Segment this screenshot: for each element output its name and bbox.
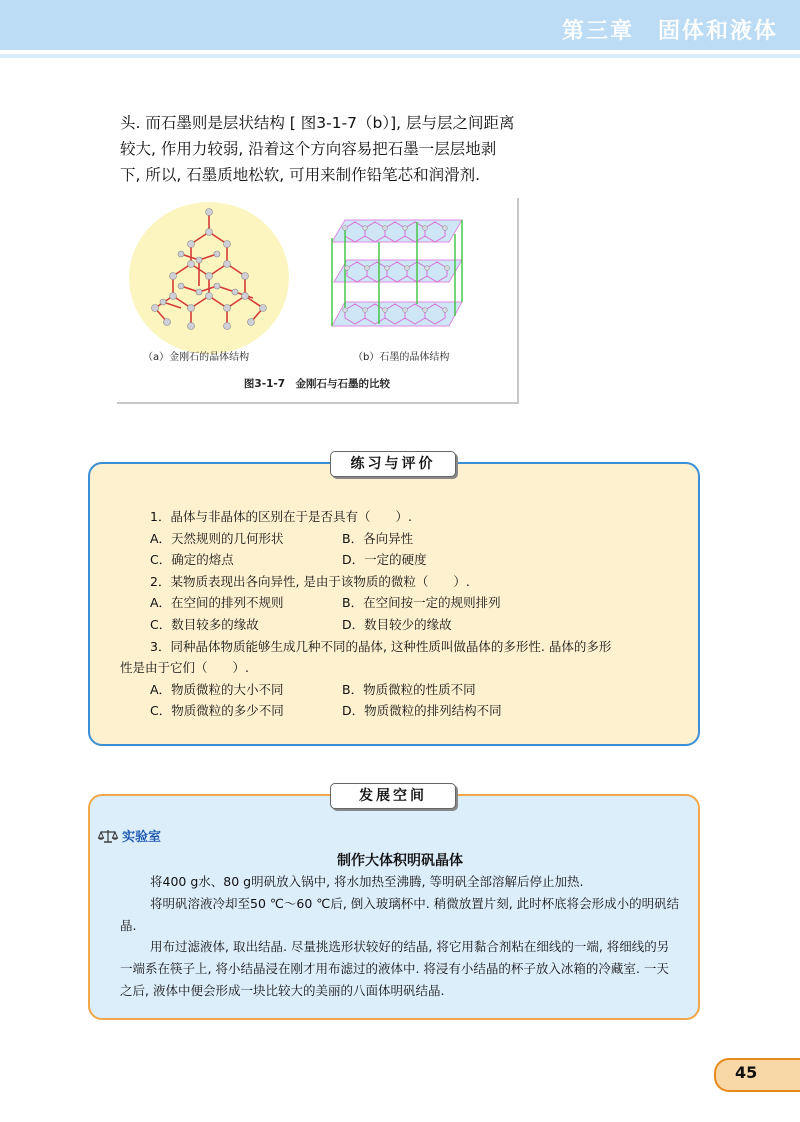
option-2a: A．在空间的排列不规则 bbox=[150, 595, 284, 611]
body-paragraph bbox=[120, 110, 540, 188]
body-line: 较大, 作用力较弱, 沿着这个方向容易把石墨一层层地剥 bbox=[120, 140, 497, 158]
option-1c: C．确定的熔点 bbox=[150, 552, 234, 568]
option-1d: D．一定的硬度 bbox=[342, 552, 427, 568]
graphite-layer-middle bbox=[334, 260, 462, 282]
crystal-structures-illustration bbox=[117, 198, 517, 402]
header-divider bbox=[0, 54, 800, 58]
exercise-questions bbox=[120, 506, 680, 722]
lab-heading bbox=[98, 826, 161, 845]
experiment-title: 制作大体积明矾晶体 bbox=[337, 853, 463, 869]
lab-label: 实验室 bbox=[122, 830, 162, 845]
experiment-step-3: 用布过滤液体, 取出结晶. 尽量挑选形状较好的结晶, 将它用黏合剂粘在细线的一端, 将细线的另一端系在筷子上, 将小结晶浸在刚才用布滤过的液体中. 将浸有小结晶的杯子放入冰箱的冷藏室. 一天之后, 液体中便会形成一块比较大的美丽的八面体明矾结晶. bbox=[120, 939, 670, 998]
figure-3-1-7 bbox=[117, 198, 519, 404]
question-3-continued: 性是由于它们（ ）. bbox=[120, 660, 249, 676]
caption-graphite: （b）石墨的晶体结构 bbox=[353, 352, 450, 363]
question-2: 2．某物质表现出各向异性, 是由于该物质的微粒（ ）. bbox=[150, 573, 470, 589]
chapter-title: 第三章 固体和液体 bbox=[561, 19, 778, 44]
body-line: 下, 所以, 石墨质地松软, 可用来制作铅笔芯和润滑剂. bbox=[120, 166, 480, 184]
figure-title: 图3-1-7 金刚石与石墨的比较 bbox=[243, 378, 391, 390]
option-2d: D．数目较少的缘故 bbox=[342, 616, 452, 632]
option-1a: A．天然规则的几何形状 bbox=[150, 530, 284, 546]
caption-diamond: （a）金刚石的晶体结构 bbox=[143, 352, 250, 363]
option-3d: D．物质微粒的排列结构不同 bbox=[342, 703, 502, 719]
exercise-tab: 练习与评价 bbox=[330, 451, 456, 477]
experiment-text bbox=[120, 871, 680, 1002]
balance-scale-icon bbox=[98, 828, 118, 844]
question-3: 3．同种晶体物质能够生成几种不同的晶体, 这种性质叫做晶体的多形性. 晶体的多形 bbox=[150, 638, 612, 654]
page-number: 45 bbox=[735, 1063, 758, 1082]
development-tab: 发展空间 bbox=[330, 783, 456, 809]
graphite-layer-bottom bbox=[332, 302, 462, 326]
question-1: 1．晶体与非晶体的区别在于是否具有（ ）. bbox=[150, 509, 412, 524]
option-1b: B．各向异性 bbox=[342, 530, 414, 546]
option-2b: B．在空间按一定的规则排列 bbox=[342, 595, 501, 611]
body-line: 头. 而石墨则是层状结构 [ 图3-1-7（b）], 层与层之间距离 bbox=[120, 114, 515, 132]
option-3b: B．物质微粒的性质不同 bbox=[342, 681, 476, 697]
experiment-step-2: 将明矾溶液冷却至50 ℃～60 ℃后, 倒入玻璃杯中. 稍微放置片刻, 此时杯底将会形成小的明矾结晶. bbox=[120, 895, 680, 933]
graphite-layer-top bbox=[332, 220, 462, 242]
option-3a: A．物质微粒的大小不同 bbox=[150, 681, 284, 697]
option-2c: C．数目较多的缘故 bbox=[150, 616, 259, 632]
graphite-structure bbox=[332, 220, 462, 326]
experiment-step-1: 将400 g水、80 g明矾放入锅中, 将水加热至沸腾, 等明矾全部溶解后停止加热. bbox=[150, 874, 584, 889]
option-3c: C．物质微粒的多少不同 bbox=[150, 703, 284, 719]
